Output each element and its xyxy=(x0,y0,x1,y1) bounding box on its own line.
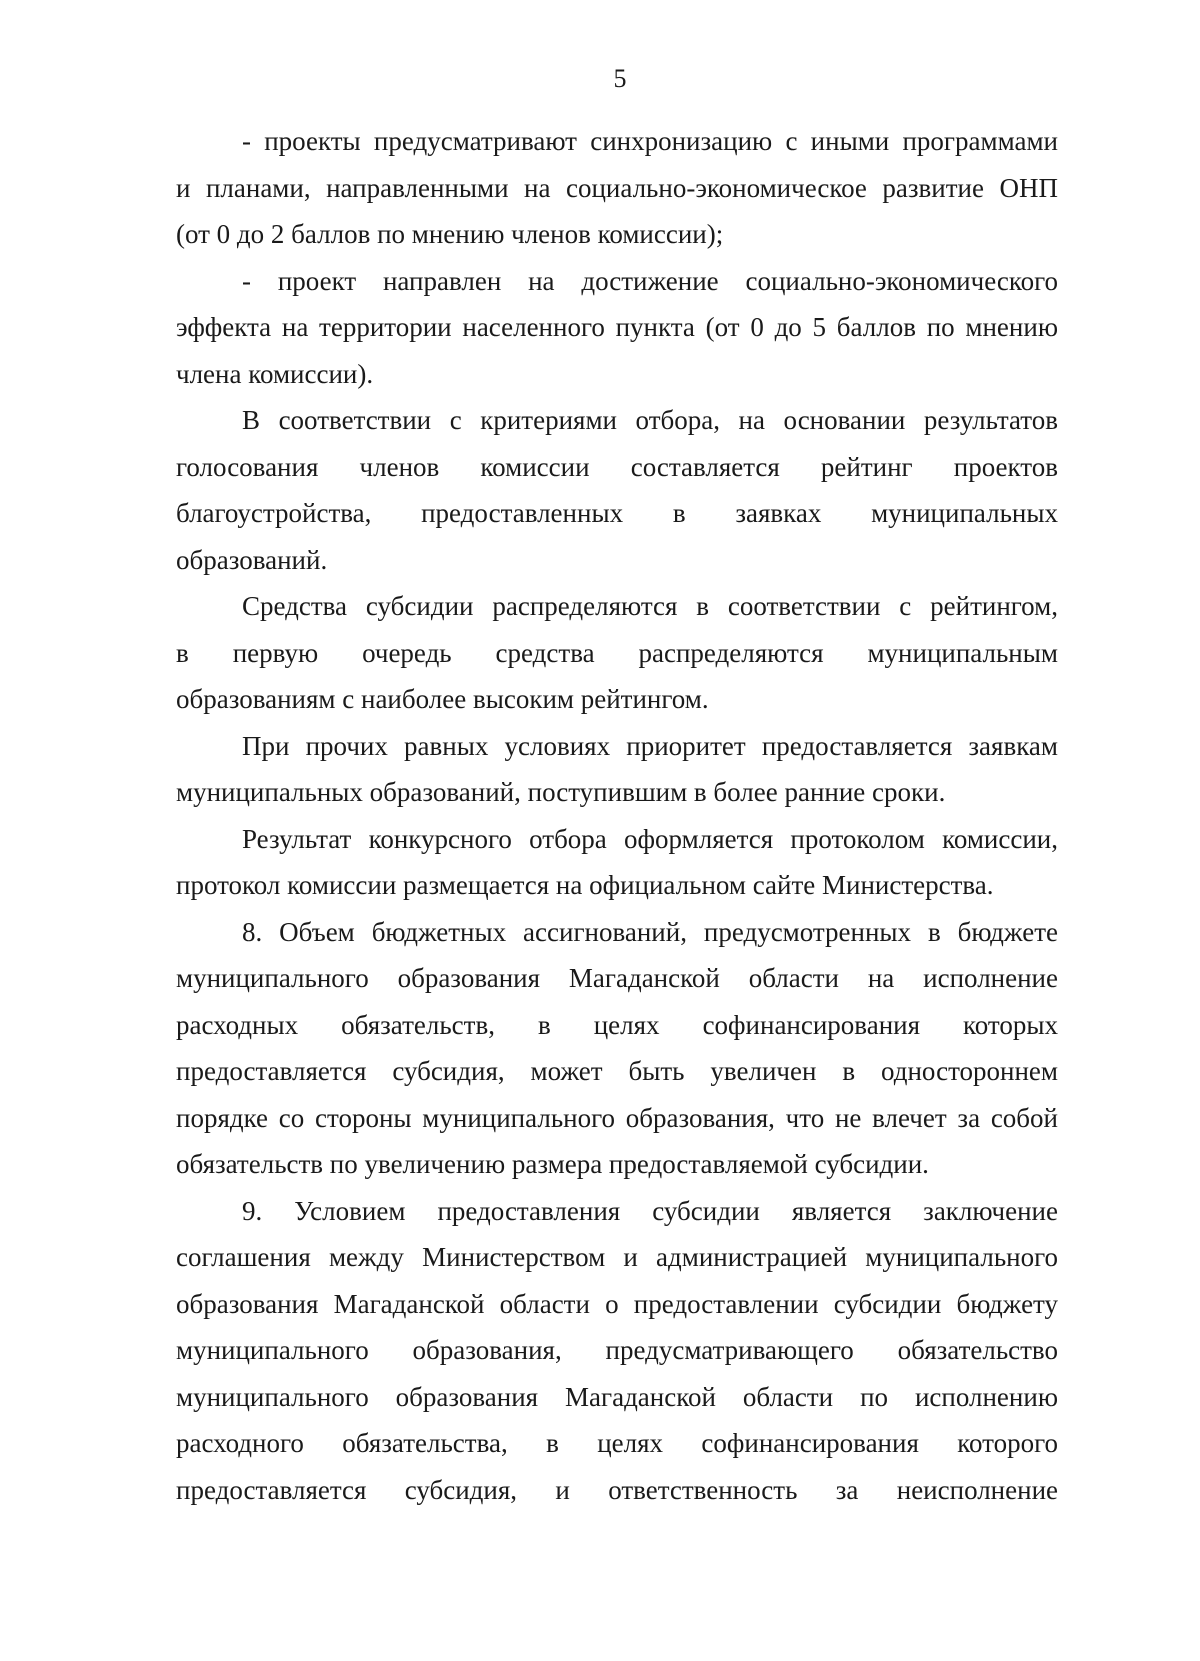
document-body xyxy=(176,118,1058,1513)
text-line: обязательств по увеличению размера предоставляемой субсидии. xyxy=(176,1149,929,1179)
text-line: образований. xyxy=(176,544,328,575)
text-line: расходных обязательств, в целях софинансирования которых xyxy=(176,1009,1058,1040)
text-line: эффекта на территории населенного пункта (от 0 до 5 баллов по мнению xyxy=(176,312,1058,342)
text-line: протокол комиссии размещается на официальном сайте Министерства. xyxy=(176,870,994,900)
paragraph xyxy=(176,816,1058,909)
text-line: - проект направлен на достижение социально-экономического xyxy=(242,265,1058,296)
paragraph xyxy=(176,1188,1058,1514)
text-line: предоставляется субсидия, и ответственность за неисполнение xyxy=(176,1474,1058,1505)
text-line: муниципального образования, предусматривающего обязательство xyxy=(176,1335,1058,1365)
text-line: соглашения между Министерством и администрацией муниципального xyxy=(176,1242,1058,1272)
text-line: муниципального образования Магаданской области по исполнению xyxy=(176,1381,1058,1412)
text-line: 8. Объем бюджетных ассигнований, предусмотренных в бюджете xyxy=(242,916,1058,947)
text-line: При прочих равных условиях приоритет предоставляется заявкам xyxy=(242,730,1058,761)
paragraph xyxy=(176,909,1058,1188)
text-line: - проекты предусматривают синхронизацию с иными программами xyxy=(242,126,1058,156)
text-line: образованиям с наиболее высоким рейтингом. xyxy=(176,684,709,714)
text-line: благоустройства, предоставленных в заявках муниципальных xyxy=(176,498,1058,528)
text-line: расходного обязательства, в целях софинансирования которого xyxy=(176,1428,1058,1458)
paragraph xyxy=(176,118,1058,258)
text-line: В соответствии с критериями отбора, на основании результатов xyxy=(242,405,1058,435)
text-line: члена комиссии). xyxy=(176,358,374,389)
page-number: 5 xyxy=(613,64,627,93)
paragraph xyxy=(176,723,1058,816)
text-line: 9. Условием предоставления субсидии является заключение xyxy=(242,1195,1058,1226)
text-line: муниципального образования Магаданской области на исполнение xyxy=(176,963,1058,993)
text-line: Результат конкурсного отбора оформляется протоколом комиссии, xyxy=(242,823,1058,854)
paragraph xyxy=(176,258,1058,398)
paragraph xyxy=(176,583,1058,723)
text-line: в первую очередь средства распределяются муниципальным xyxy=(176,637,1058,668)
text-line: муниципальных образований, поступившим в более ранние сроки. xyxy=(176,777,946,807)
text-line: предоставляется субсидия, может быть увеличен в одностороннем xyxy=(176,1056,1058,1086)
text-line: (от 0 до 2 баллов по мнению членов комиссии); xyxy=(176,219,724,249)
text-line: и планами, направленными на социально-экономическое развитие ОНП xyxy=(176,172,1058,203)
text-line: голосования членов комиссии составляется рейтинг проектов xyxy=(176,451,1058,482)
text-line: Средства субсидии распределяются в соответствии с рейтингом, xyxy=(242,591,1058,621)
text-line: образования Магаданской области о предоставлении субсидии бюджету xyxy=(176,1288,1058,1319)
text-line: порядке со стороны муниципального образования, что не влечет за собой xyxy=(176,1102,1058,1133)
paragraph xyxy=(176,397,1058,583)
